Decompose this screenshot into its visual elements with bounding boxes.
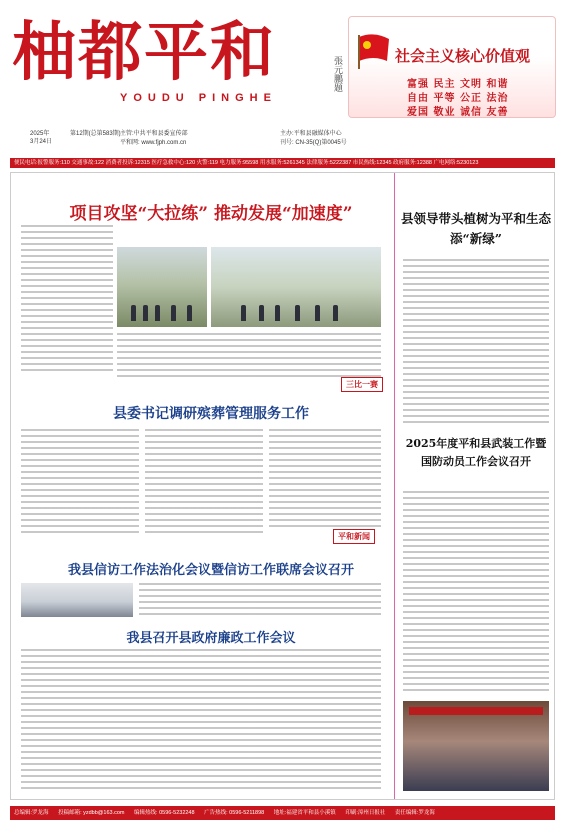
lead-headline[interactable]: 项目攻坚“大拉练” 推动发展“加速度”: [69, 204, 353, 224]
story4-body: [21, 649, 381, 793]
story2-body-col2: [145, 429, 263, 533]
story2-body-col1: [21, 429, 139, 533]
integrity-meeting-headline[interactable]: 我县召开县政府廉政工作会议: [126, 631, 296, 646]
tree-planting-body: [403, 259, 549, 425]
lead-body-col2: [117, 333, 381, 377]
section-tag-2: 平和新闻: [333, 529, 375, 544]
armed-forces-headline[interactable]: 2025年度平和县武装工作暨国防动员工作会议召开: [405, 437, 547, 468]
issue-number: 第12期(总第583期): [70, 131, 121, 137]
banner-line-1: 富强 民主 文明 和谐: [407, 79, 509, 90]
footer-editor: 总编辑:罗龙海: [14, 810, 49, 816]
front-page-body: [10, 172, 555, 800]
lead-photo-2: [211, 247, 381, 327]
footer-bar: [10, 806, 555, 820]
column-divider: [394, 173, 395, 799]
organizer-info: 主办:平和县融媒体中心 刊号: CN-35(Q)第0045号: [280, 131, 347, 146]
tree-planting-headline[interactable]: 县领导带头植树为平和生态添“新绿”: [401, 211, 552, 246]
banner-line-3: 爱国 敬业 诚信 友善: [407, 107, 509, 118]
funeral-service-headline[interactable]: 县委书记调研殡葬管理服务工作: [113, 406, 309, 422]
footer-ad-phone: 广告热线: 0596-5211898: [204, 810, 265, 816]
newspaper-pinyin: YOUDU PINGHE: [120, 92, 277, 104]
lead-body-col1: [21, 225, 113, 375]
newspaper-title: 柚都平和: [12, 15, 276, 90]
footer-address: 地址:福建省平和县小溪镇: [273, 810, 336, 816]
petition-meeting-photo: [21, 583, 133, 617]
footer-printer: 印刷:漳州日报社: [345, 810, 386, 816]
section-tag-1: 三比一赛: [341, 377, 383, 392]
issue-info: [10, 130, 555, 150]
footer-email[interactable]: 投稿邮箱: yzdbb@163.com: [58, 810, 125, 816]
banner-line-2: 自由 平等 公正 法治: [407, 93, 509, 104]
armed-forces-body: [403, 491, 549, 691]
core-values-banner: [348, 16, 556, 118]
footer-editorial-phone: 编辑热线: 0596-5232248: [134, 810, 195, 816]
story3-body: [139, 583, 381, 619]
issue-date: 2025年 3月24日: [30, 131, 53, 145]
masthead: [0, 0, 565, 120]
hotline-bar: 便民电话:报警服务:110 交通事故:122 消费者投诉:12315 医疗急救中心:120 火警:119 电力服务:95598 用水服务:5261345 法律服务:5222387 市民热线:12345 政府服务:12388 广电网络:5230123: [10, 158, 555, 168]
petition-meeting-headline[interactable]: 我县信访工作法治化会议暨信访工作联席会议召开: [67, 563, 354, 578]
armed-forces-photo: [403, 701, 549, 791]
party-flag-icon: [355, 31, 393, 71]
sponsor-info: 主管:中共平和县委宣传部 平和网: www.fjph.com.cn: [120, 131, 188, 146]
story2-body-col3: [269, 429, 381, 529]
calligraphy-signature: 張元鵬題: [332, 56, 342, 92]
banner-title: 社会主义核心价值观: [395, 47, 531, 65]
lead-photo-1: [117, 247, 207, 327]
footer-responsible-editor: 责任编辑:罗龙海: [394, 810, 435, 816]
